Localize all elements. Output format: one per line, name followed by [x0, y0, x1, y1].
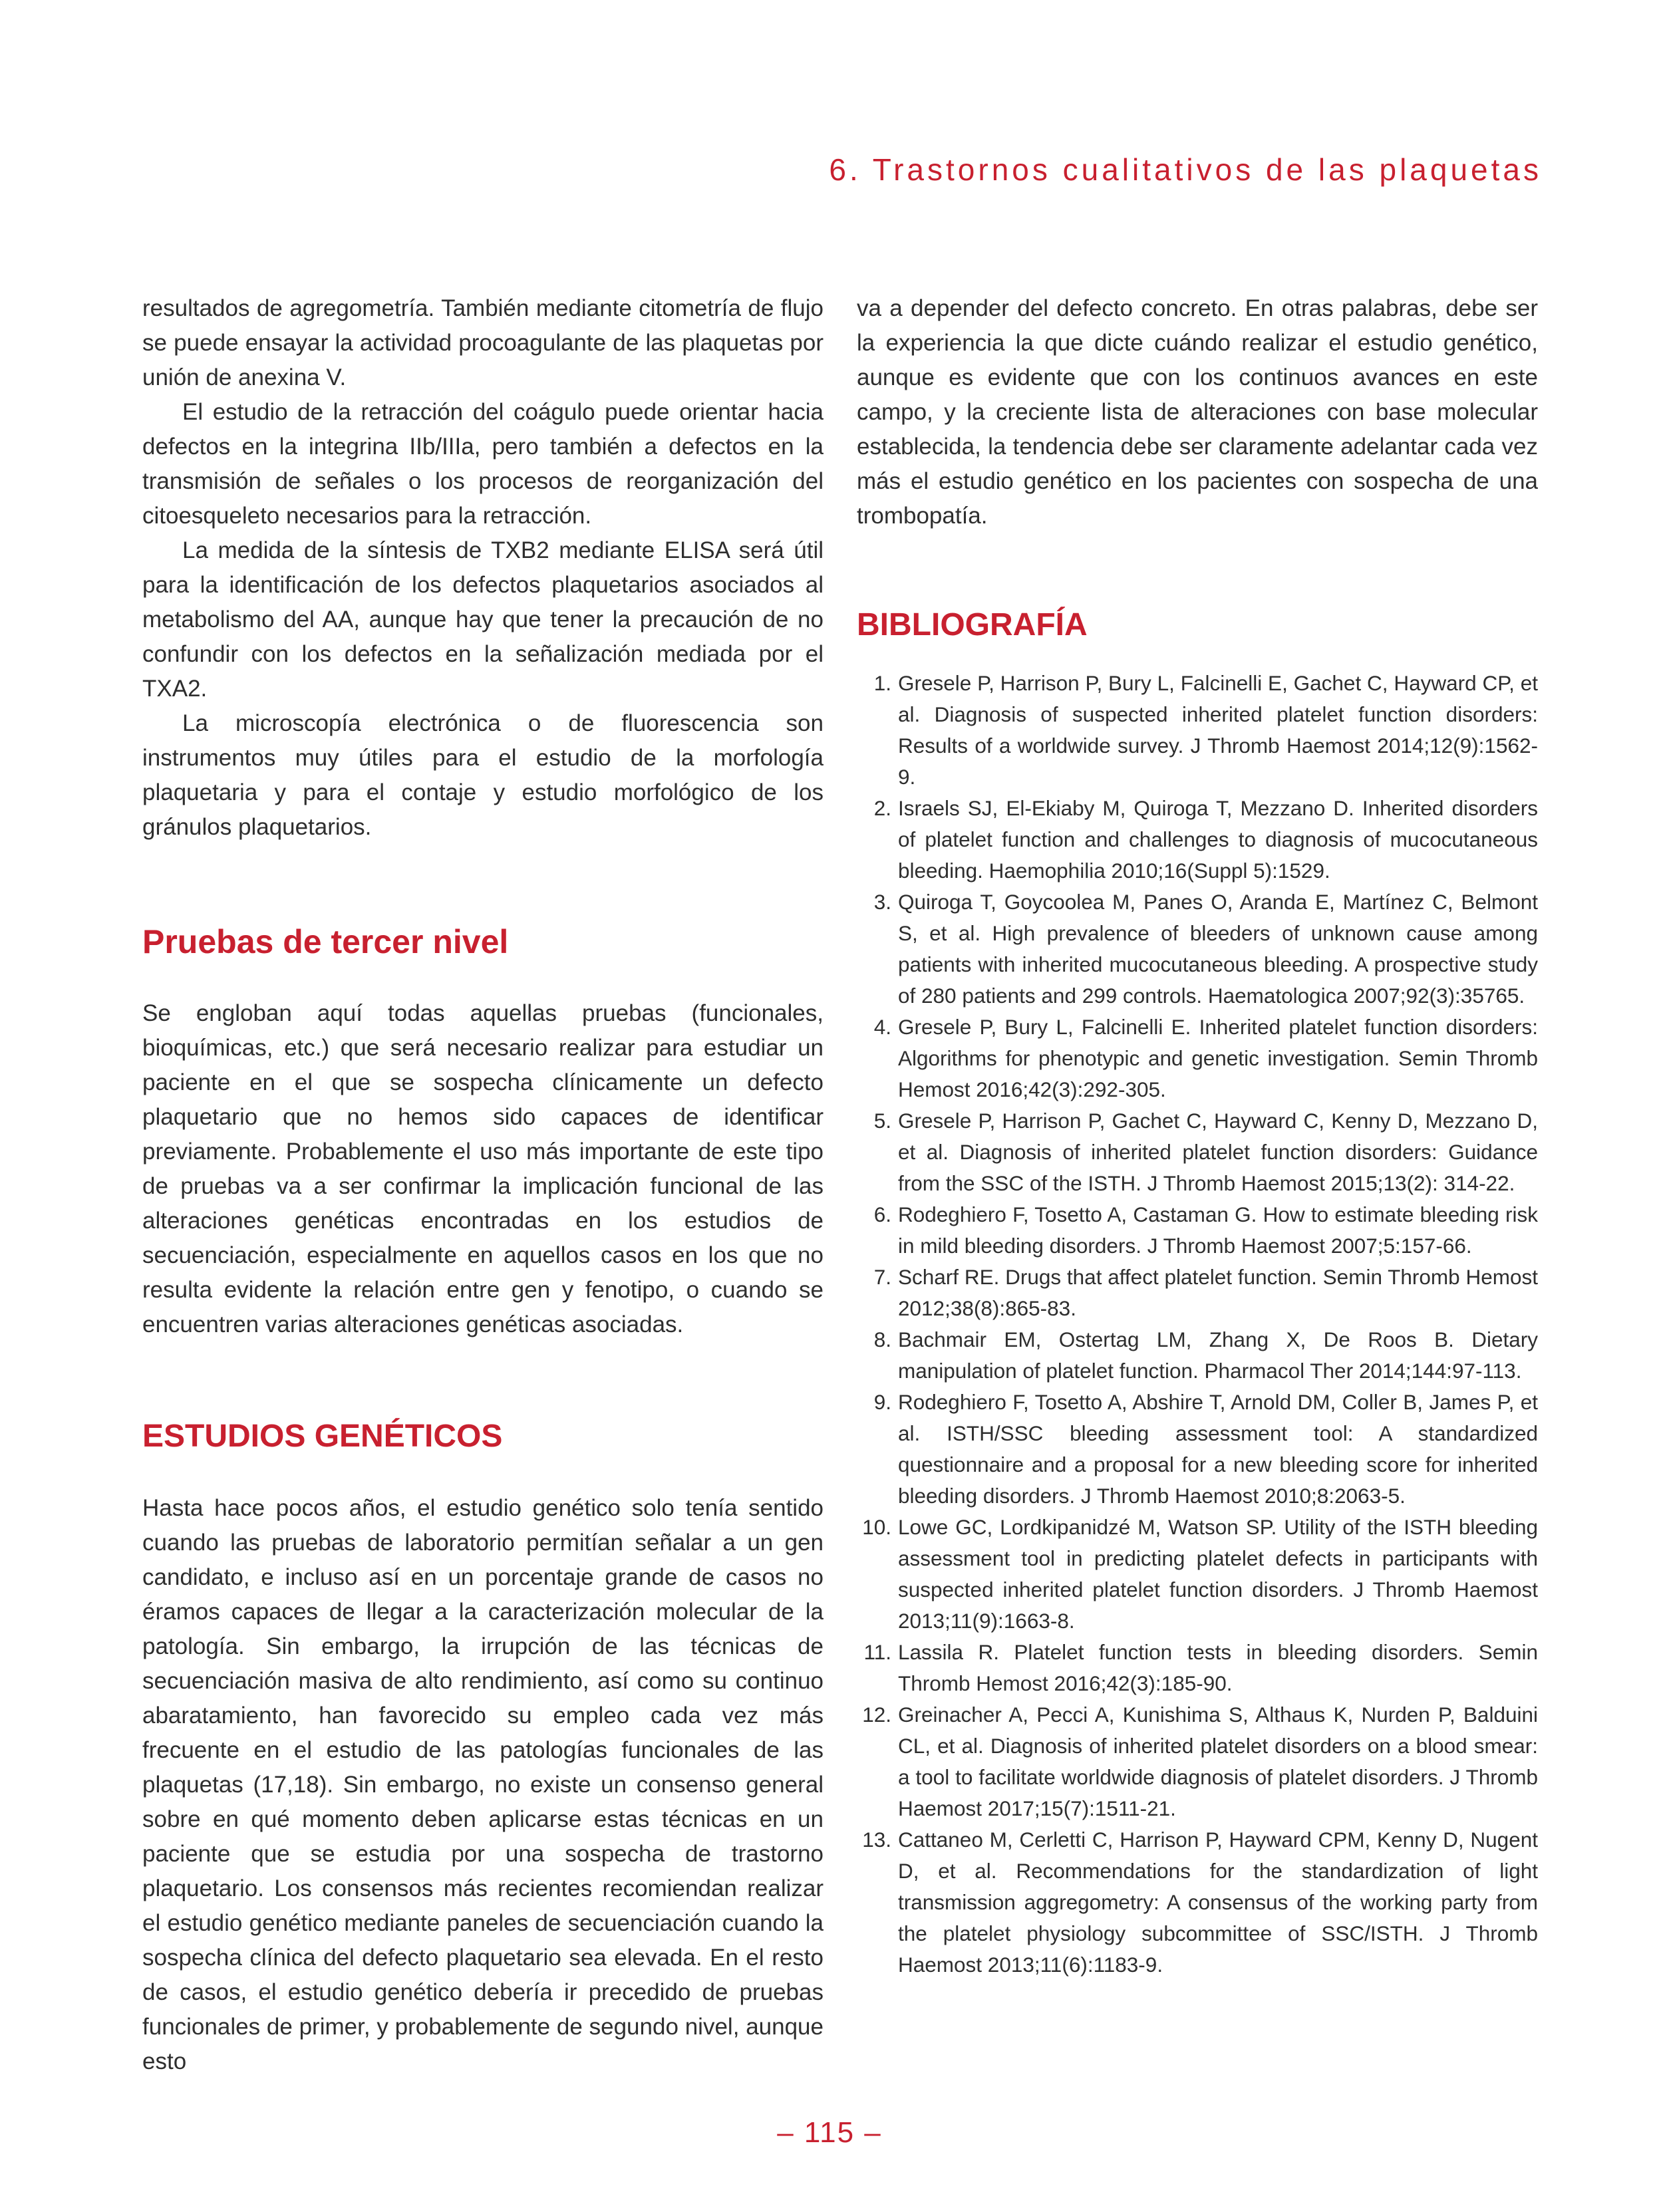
reference-item	[857, 1637, 1538, 1699]
page-number: – 115 –	[777, 2116, 882, 2149]
reference-text: Scharf RE. Drugs that affect platelet function. Semin Thromb Hemost 2012;38(8):865-83.	[898, 1265, 1538, 1320]
left-column	[142, 291, 824, 2079]
reference-number: 11.	[863, 1640, 891, 1664]
reference-item	[857, 1387, 1538, 1512]
reference-text: Gresele P, Harrison P, Bury L, Falcinelli E, Gachet C, Hayward CP, et al. Diagnosis of suspected inherited platelet function disorders: Results of a worldwide survey. J Thromb Haemost 2014;12(9):1562-9.	[898, 671, 1538, 789]
reference-text: Bachmair EM, Ostertag LM, Zhang X, De Roos B. Dietary manipulation of platelet function. Pharmacol Ther 2014;144:97-113.	[898, 1327, 1538, 1383]
reference-item	[857, 1824, 1538, 1981]
bibliography-list	[857, 668, 1538, 1981]
reference-number: 12.	[862, 1703, 891, 1727]
reference-item	[857, 1199, 1538, 1262]
reference-item	[857, 1012, 1538, 1105]
reference-text: Gresele P, Harrison P, Gachet C, Hayward C, Kenny D, Mezzano D, et al. Diagnosis of inherited platelet function disorders: Guidance from the SSC of the ISTH. J Thromb Haemost 2015;13(2): 314-22.	[898, 1109, 1538, 1195]
reference-number: 6.	[873, 1202, 891, 1226]
reference-text: Rodeghiero F, Tosetto A, Abshire T, Arnold DM, Coller B, James P, et al. ISTH/SSC bleeding assessment tool: A standardized questionnaire and a proposal for a new bleeding score for inherited bleeding disorders. J Thromb Haemost 2010;8:2063-5.	[898, 1390, 1538, 1508]
paragraph: resultados de agregometría. También mediante citometría de flujo se puede ensayar la actividad procoagulante de las plaquetas por unión de anexina V.	[142, 295, 824, 390]
paragraph-continuation: va a depender del defecto concreto. En otras palabras, debe ser la experiencia la que dicte cuándo realizar el estudio genético, aunque es evidente que con los continuos avances en este campo, y la creciente lista de alteraciones con base molecular establecida, la tendencia debe ser claramente adelantar cada vez más el estudio genético en los pacientes con sospecha de una trombopatía.	[857, 295, 1538, 529]
reference-number: 1.	[873, 671, 891, 695]
paragraph: El estudio de la retracción del coágulo puede orientar hacia defectos en la integrina IIb/IIIa, pero también a defectos en la transmisión de señales o los procesos de reorganización del citoesqueleto necesarios para la retracción.	[142, 399, 824, 529]
reference-text: Rodeghiero F, Tosetto A, Castaman G. How to estimate bleeding risk in mild bleeding disorders. J Thromb Haemost 2007;5:157-66.	[898, 1202, 1538, 1258]
bibliography-heading: BIBLIOGRAFÍA	[857, 607, 1088, 642]
reference-number: 10.	[862, 1515, 891, 1539]
running-header: 6. Trastornos cualitativos de las plaquetas	[829, 152, 1542, 187]
reference-text: Lassila R. Platelet function tests in bleeding disorders. Semin Thromb Hemost 2016;42(3):185-90.	[898, 1640, 1538, 1695]
reference-number: 9.	[873, 1390, 891, 1414]
section-text-third-level: Se engloban aquí todas aquellas pruebas (funcionales, bioquímicas, etc.) que será necesario realizar para estudiar un paciente en el que se sospecha clínicamente un defecto plaquetario que no hemos sido capaces de identificar previamente. Probablemente el uso más importante de este tipo de pruebas va a ser confirmar la implicación funcional de las alteraciones genéticas encontradas en los estudios de secuenciación, especialmente en aquellos casos en los que no resulta evidente la relación entre gen y fenotipo, o cuando se encuentren varias alteraciones genéticas asociadas.	[142, 1000, 824, 1337]
reference-number: 8.	[873, 1327, 891, 1351]
reference-item	[857, 793, 1538, 887]
reference-number: 13.	[862, 1828, 891, 1852]
reference-text: Cattaneo M, Cerletti C, Harrison P, Hayward CPM, Kenny D, Nugent D, et al. Recommendations for the standardization of light transmission aggregometry: A consensus of the working party from the platelet physiology subcommittee of SSC/ISTH. J Thromb Haemost 2013;11(6):1183-9.	[898, 1828, 1538, 1977]
reference-item	[857, 1105, 1538, 1199]
reference-item	[857, 668, 1538, 793]
reference-text: Lowe GC, Lordkipanidzé M, Watson SP. Utility of the ISTH bleeding assessment tool in predicting platelet defects in participants with suspected inherited platelet function disorders. J Thromb Haemost 2013;11(9):1663-8.	[898, 1515, 1538, 1633]
reference-number: 4.	[873, 1015, 891, 1039]
reference-number: 5.	[873, 1109, 891, 1133]
reference-item	[857, 1512, 1538, 1637]
reference-number: 2.	[873, 796, 891, 820]
reference-item	[857, 887, 1538, 1012]
right-column	[857, 291, 1538, 1981]
reference-text: Quiroga T, Goycoolea M, Panes O, Aranda E, Martínez C, Belmont S, et al. High prevalence of bleeders of unknown cause among patients with inherited mucocutaneous bleeding. A prospective study of 280 patients and 299 controls. Haematologica 2007;92(3):35765.	[898, 890, 1538, 1008]
section-text-genetic-studies: Hasta hace pocos años, el estudio genético solo tenía sentido cuando las pruebas de laboratorio permitían señalar a un gen candidato, e incluso así en un porcentaje grande de casos no éramos capaces de llegar a la caracterización molecular de la patología. Sin embargo, la irrupción de las técnicas de secuenciación masiva de alto rendimiento, así como su continuo abaratamiento, han favorecido su empleo cada vez más frecuente en el estudio de las patologías funcionales de las plaquetas (17,18). Sin embargo, no existe un consenso general sobre en qué momento deben aplicarse estas técnicas en un paciente que se estudia por una sospecha de trastorno plaquetario. Los consensos más recientes recomiendan realizar el estudio genético mediante paneles de secuenciación cuando la sospecha clínica del defecto plaquetario sea elevada. En el resto de casos, el estudio genético debería ir precedido de pruebas funcionales de primer, y probablemente de segundo nivel, aunque esto	[142, 1495, 824, 2074]
paragraph: La microscopía electrónica o de fluorescencia son instrumentos muy útiles para el estudio de la morfología plaquetaria y para el contaje y estudio morfológico de los gránulos plaquetarios.	[142, 710, 824, 840]
reference-item	[857, 1262, 1538, 1324]
reference-item	[857, 1324, 1538, 1387]
reference-text: Greinacher A, Pecci A, Kunishima S, Althaus K, Nurden P, Balduini CL, et al. Diagnosis of inherited platelet disorders on a blood smear: a tool to facilitate worldwide diagnosis of platelet disorders. J Thromb Haemost 2017;15(7):1511-21.	[898, 1703, 1538, 1820]
reference-number: 3.	[873, 890, 891, 914]
reference-number: 7.	[873, 1265, 891, 1289]
paragraph: La medida de la síntesis de TXB2 mediante ELISA será útil para la identificación de los defectos plaquetarios asociados al metabolismo del AA, aunque hay que tener la precaución de no confundir con los defectos en la señalización mediada por el TXA2.	[142, 537, 824, 702]
reference-item	[857, 1699, 1538, 1824]
section-heading-third-level: Pruebas de tercer nivel	[142, 923, 509, 960]
reference-text: Gresele P, Bury L, Falcinelli E. Inherited platelet function disorders: Algorithms for phenotypic and genetic investigation. Semin Thromb Hemost 2016;42(3):292-305.	[898, 1015, 1538, 1101]
reference-text: Israels SJ, El-Ekiaby M, Quiroga T, Mezzano D. Inherited disorders of platelet function and challenges to diagnosis of mucocutaneous bleeding. Haemophilia 2010;16(Suppl 5):1529.	[898, 796, 1538, 883]
section-heading-genetic-studies: ESTUDIOS GENÉTICOS	[142, 1419, 503, 1454]
